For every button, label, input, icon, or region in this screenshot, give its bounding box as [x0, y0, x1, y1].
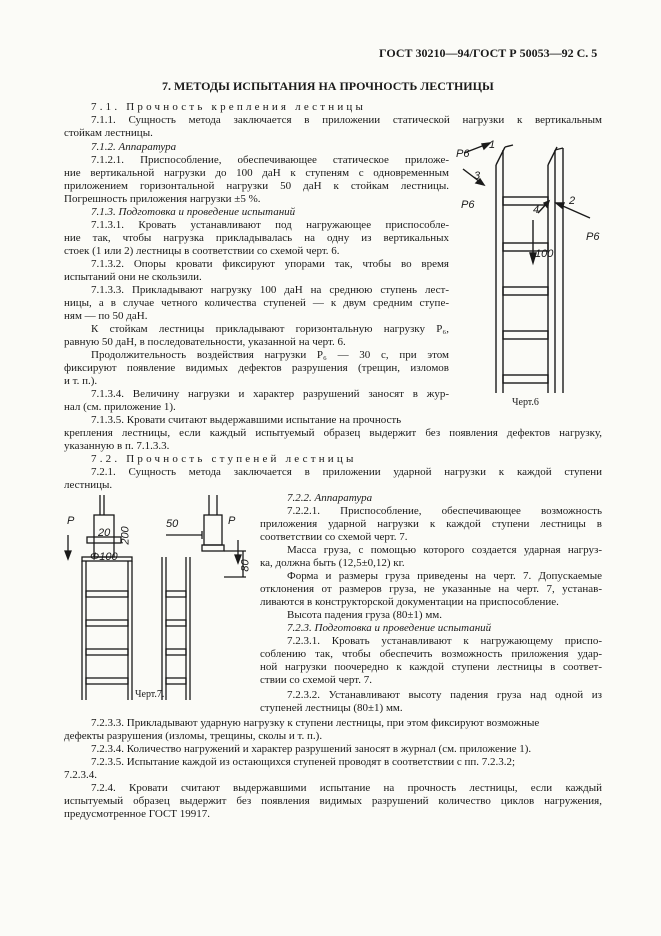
label-20: 20	[98, 527, 111, 539]
paragraph-line: 7.2.2.1. Приспособление, обеспечивающее возможность	[287, 505, 602, 517]
label-phi100: Φ100	[90, 551, 118, 563]
paragraph-line: 7.2.3.4.	[64, 769, 97, 781]
paragraph-line: 7.1.2.1. Приспособление, обеспечивающее статическое приложе-	[91, 154, 449, 166]
paragraph-line: ной нагрузки поочередно к каждой ступени лестницы в соответ-	[260, 661, 602, 673]
figure-6-caption: Черт.6	[512, 397, 539, 408]
paragraph-line: Погрешность приложения нагрузки ±5 %.	[64, 193, 261, 205]
paragraph-line: стоек (1 или 2) лестницы в соответствии со схемой черт. 6.	[64, 245, 340, 257]
running-header: ГОСТ 30210—94/ГОСТ Р 50053—92 С. 5	[379, 46, 598, 60]
paragraph-line: соблению так, чтобы обеспечить возможность приложения удар-	[260, 648, 602, 660]
paragraph-line: 7.2.3.1. Кровать устанавливают к нагружающему приспо-	[287, 635, 602, 647]
paragraph-line: 7.1.3.2. Опоры кровати фиксируют упорами так, чтобы во время	[91, 258, 449, 270]
label-200: 200	[119, 526, 132, 545]
ladder-rungs	[166, 591, 186, 684]
paragraph-line: 7.2.4. Кровати считают выдержавшими испытание на прочность лестницы, если каждый	[91, 782, 602, 794]
label-3: 3	[474, 170, 481, 182]
paragraph-line: приложения ударной нагрузки к каждой ступени лестницы в	[260, 518, 602, 530]
paragraph-line: ние вертикальной нагрузки до 100 даН к ступеням с одновременным	[64, 167, 449, 179]
label-80: 80	[239, 559, 252, 572]
paragraph-line: отклонения от размеров груза, не указанные на черт. 7, устанав-	[260, 583, 602, 595]
subsection-title: 7.1. Прочность крепления лестницы	[91, 101, 367, 113]
paragraph-line: Высота падения груза (80±1) мм.	[287, 609, 442, 621]
paragraph-line: ступеней лестницы (80±1) мм.	[260, 702, 403, 714]
label-p: P	[228, 515, 236, 527]
paragraph-line: соответствии со схемой черт. 7.	[260, 531, 408, 543]
paragraph-line: предусмотренное ГОСТ 19917.	[64, 808, 211, 820]
subsection-title: 7.2. Прочность ступеней лестницы	[91, 453, 357, 465]
paragraph-line: и т. п.).	[64, 375, 98, 387]
paragraph-line: фиксируют появление видимых дефектов разрушения (трещин, изломов	[64, 362, 449, 374]
label-4: 4	[533, 204, 540, 216]
paragraph-line: Продолжительность воздействия нагрузки P₆ — 30 с, при этом	[91, 349, 449, 361]
paragraph-line: 7.1.3.1. Кровать устанавливают под нагружающее приспособле-	[91, 219, 449, 231]
label-2: 2	[569, 195, 576, 207]
figure-7-diagram	[62, 495, 252, 700]
label-load: 100	[535, 248, 554, 260]
paragraph-line: 7.2.1. Сущность метода заключается в приложении ударной нагрузки к каждой ступени	[91, 466, 602, 478]
ladder-rungs	[503, 197, 548, 383]
paragraph-line: лестницы.	[64, 479, 113, 491]
label-p6: P6	[461, 199, 475, 211]
figure-7-caption: Черт.7.	[135, 689, 165, 700]
clause-title: 7.2.2. Аппаратура	[287, 492, 373, 504]
paragraph-line: Масса груза, с помощью которого создается ударная нагруз-	[287, 544, 602, 556]
paragraph-line: 7.2.3.5. Испытание каждой из остающихся ступеней проводят в соответствии с пп. 7.2.3.2;	[91, 756, 516, 768]
paragraph-line: равную 50 даН, в последовательности, указанной на черт. 6.	[64, 336, 346, 348]
paragraph-line: 7.2.3.3. Прикладывают ударную нагрузку к ступени лестницы, при этом фиксируют возможные	[91, 717, 540, 729]
paragraph-line: 7.1.3.4. Величину нагрузки и характер разрушений заносят в жур-	[91, 388, 449, 400]
ladder-rungs	[86, 591, 128, 684]
paragraph-line: Форма и размеры груза приведены на черт. 7. Допускаемые	[287, 570, 602, 582]
paragraph-line: испытаний они не скользили.	[64, 271, 202, 283]
clause-title: 7.1.3. Подготовка и проведение испытаний	[91, 206, 296, 218]
paragraph-line: ка, должна быть (12,5±0,12) кг.	[260, 557, 405, 569]
paragraph-line: 7.1.3.5. Кровати считают выдержавшими испытание на прочность	[91, 414, 402, 426]
label-p6: P6	[456, 148, 470, 160]
paragraph-line: нал (см. приложение 1).	[64, 401, 176, 413]
paragraph-line: ствии со схемой черт. 7.	[260, 674, 372, 686]
paragraph-line: ницы, а в случае четного количества ступеней — к двум средним ступе-	[64, 297, 449, 309]
paragraph-line: 7.1.1. Сущность метода заключается в приложении статической нагрузки к вертикальным	[91, 114, 602, 126]
paragraph-line: ливаются в конструкторской документации на приспособление.	[260, 596, 559, 608]
paragraph-line: испытуемый образец выдержит без появления видимых разрушений количество циклов нагружения,	[64, 795, 602, 807]
clause-title: 7.1.2. Аппаратура	[91, 141, 177, 153]
paragraph-line: стойкам лестницы.	[64, 127, 153, 139]
paragraph-line: 7.1.3.3. Прикладывают нагрузку 100 даН на среднюю ступень лест-	[91, 284, 449, 296]
section-title: 7. МЕТОДЫ ИСПЫТАНИЯ НА ПРОЧНОСТЬ ЛЕСТНИЦЫ	[162, 79, 494, 93]
weight	[204, 515, 222, 545]
clause-title: 7.2.3. Подготовка и проведение испытаний	[287, 622, 492, 634]
label-1: 1	[489, 139, 496, 151]
paragraph-line: 7.2.3.2. Устанавливают высоту падения груза над одной из	[287, 689, 602, 701]
label-50: 50	[166, 518, 179, 530]
label-p: P	[67, 515, 75, 527]
paragraph-line: ние так, чтобы нагрузка прикладывалась на одну из вертикальных	[64, 232, 449, 244]
paragraph-line: К стойкам лестницы прикладывают горизонтальную нагрузку P₆,	[91, 323, 449, 335]
paragraph-line: 7.2.3.4. Количество нагружений и характер разрушений заносят в журнал (см. приложение 1).	[91, 743, 532, 755]
paragraph-line: ням — по 50 даН.	[64, 310, 148, 322]
paragraph-line: указанную в п. 7.1.3.3.	[64, 440, 170, 452]
paragraph-line: крепления лестницы, если каждый испытуемый образец выдержит без появления дефектов нагрузку,	[64, 427, 602, 439]
paragraph-line: приложением горизонтальной нагрузки 50 даН к стойкам лестницы.	[64, 180, 449, 192]
paragraph-line: дефекты разрушения (изломы, трещины, сколы и т. п.).	[64, 730, 323, 742]
label-p6: P6	[586, 231, 600, 243]
